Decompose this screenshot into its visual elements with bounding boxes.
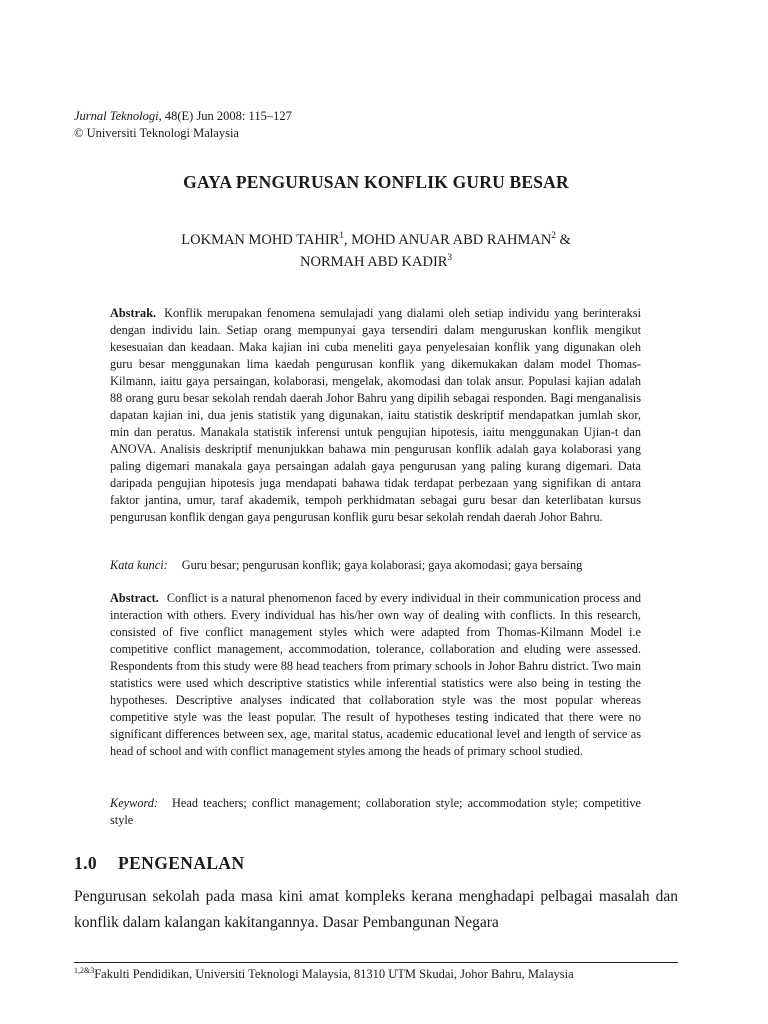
author-3-affil: 3 [447, 252, 452, 262]
kata-kunci-label: Kata kunci: [110, 558, 168, 572]
author-1-affil: 1 [339, 230, 344, 240]
section-heading [74, 853, 245, 874]
author-2: , MOHD ANUAR ABD RAHMAN [343, 232, 552, 248]
abstrak-label: Abstrak. [110, 306, 157, 320]
author-1: LOKMAN MOHD TAHIR [181, 232, 340, 248]
abstrak-paragraph [110, 305, 641, 526]
author-3: NORMAH ABD KADIR [300, 254, 448, 270]
copyright-line: © Universiti Teknologi Malaysia [74, 126, 239, 140]
journal-citation [74, 108, 674, 125]
section-number: 1.0 [74, 853, 98, 873]
journal-header [74, 108, 674, 142]
intro-paragraph: Pengurusan sekolah pada masa kini amat kompleks kerana menghadapi pelbagai masalah dan konflik dalam kalangan kakitangannya. Dasar Pembangunan Negara [74, 888, 678, 931]
footnote-divider [74, 962, 678, 963]
author-line-2 [74, 251, 678, 273]
keyword-paragraph [110, 795, 641, 829]
abstrak-text: Konflik merupakan fenomena semulajadi yang dialami oleh setiap individu yang berinteraksi dengan individu lain. Setiap orang mempunyai gaya tersendiri dalam menguruskan konflik mengikut kesesuaian dan keadaan. Maka kajian ini cuba meneliti gaya penyelesaian konflik yang digunakan oleh guru besar menggunakan lima kaedah pengurusan konflik yang dikemukakan dalam model Thomas-Kilmann, iaitu gaya persaingan, kolaborasi, mengelak, akomodasi dan tolak ansur. Populasi kajian adalah 88 orang guru besar sekolah rendah daerah Johor Bahru yang dipilih sebagai responden. Bagi menganalisis dapatan kajian ini, dua jenis statistik yang digunakan, iaitu statistik deskriptif mendapatkan jumlah skor, min dan peratus. Manakala statistik inferensi untuk pengujian hipotesis, iaitu menggunakan Ujian-t dan ANOVA. Analisis deskriptif menunjukkan bahawa min pengurusan konflik adalah gaya kolaborasi yang paling digemari manakala gaya persaingan adalah gaya pengurusan yang paling kurang digemari. Data daripada pengujian hipotesis juga mendapati bahawa tidak terdapat perbezaan yang signifikan di antara faktor jantina, umur, taraf akademik, tempoh perkhidmatan sebagai guru besar dan keterlibatan kursus pengurusan konflik dengan gaya pengurusan konflik guru besar sekolah rendah daerah Johor Bahru. [110, 306, 641, 524]
abstract-paragraph [110, 590, 641, 760]
section-title: PENGENALAN [118, 853, 245, 873]
journal-details: , 48(E) Jun 2008: 115–127 [158, 109, 292, 123]
author-line-1 [74, 229, 678, 251]
footnote-text: Fakulti Pendidikan, Universiti Teknologi Malaysia, 81310 UTM Skudai, Johor Bahru, Malaysia [94, 967, 574, 981]
keyword-label: Keyword: [110, 796, 159, 810]
kata-kunci-text: Guru besar; pengurusan konflik; gaya kolaborasi; gaya akomodasi; gaya bersaing [181, 558, 583, 572]
journal-name: Jurnal Teknologi [74, 109, 159, 123]
kata-kunci-paragraph [110, 557, 641, 574]
paper-title: GAYA PENGURUSAN KONFLIK GURU BESAR [183, 172, 569, 192]
footnote [74, 967, 684, 982]
keyword-text: Head teachers; conflict management; collaboration style; accommodation style; competitive style [110, 796, 641, 827]
author-2-affil: 2 [551, 230, 556, 240]
footnote-marker: 1,2&3 [74, 966, 95, 975]
author-list [74, 229, 678, 273]
abstract-label: Abstract. [110, 591, 159, 605]
abstract-text: Conflict is a natural phenomenon faced by every individual in their communication process and interaction with others. Every individual has his/her own way of dealing with conflicts. In this research, consisted of five conflict management styles which were adapted from Thomas-Kilmann Model i.e competitive conflict management, accommodation, tolerance, collaboration and eluding were assessed. Respondents from this study were 88 head teachers from primary schools in Johor Bahru district. Two main statistics were used which descriptive statistics while inferential statistics were also being in testing the hypotheses. Descriptive analyses indicated that collaboration style was the most popular whereas competitive style was the least popular. The result of hypotheses testing indicated that there were no significant differences between sex, age, marital status, academic educational level and length of service as head of school and with conflict management styles among the heads of primary school studied. [110, 591, 641, 758]
author-ampersand: & [555, 232, 571, 248]
